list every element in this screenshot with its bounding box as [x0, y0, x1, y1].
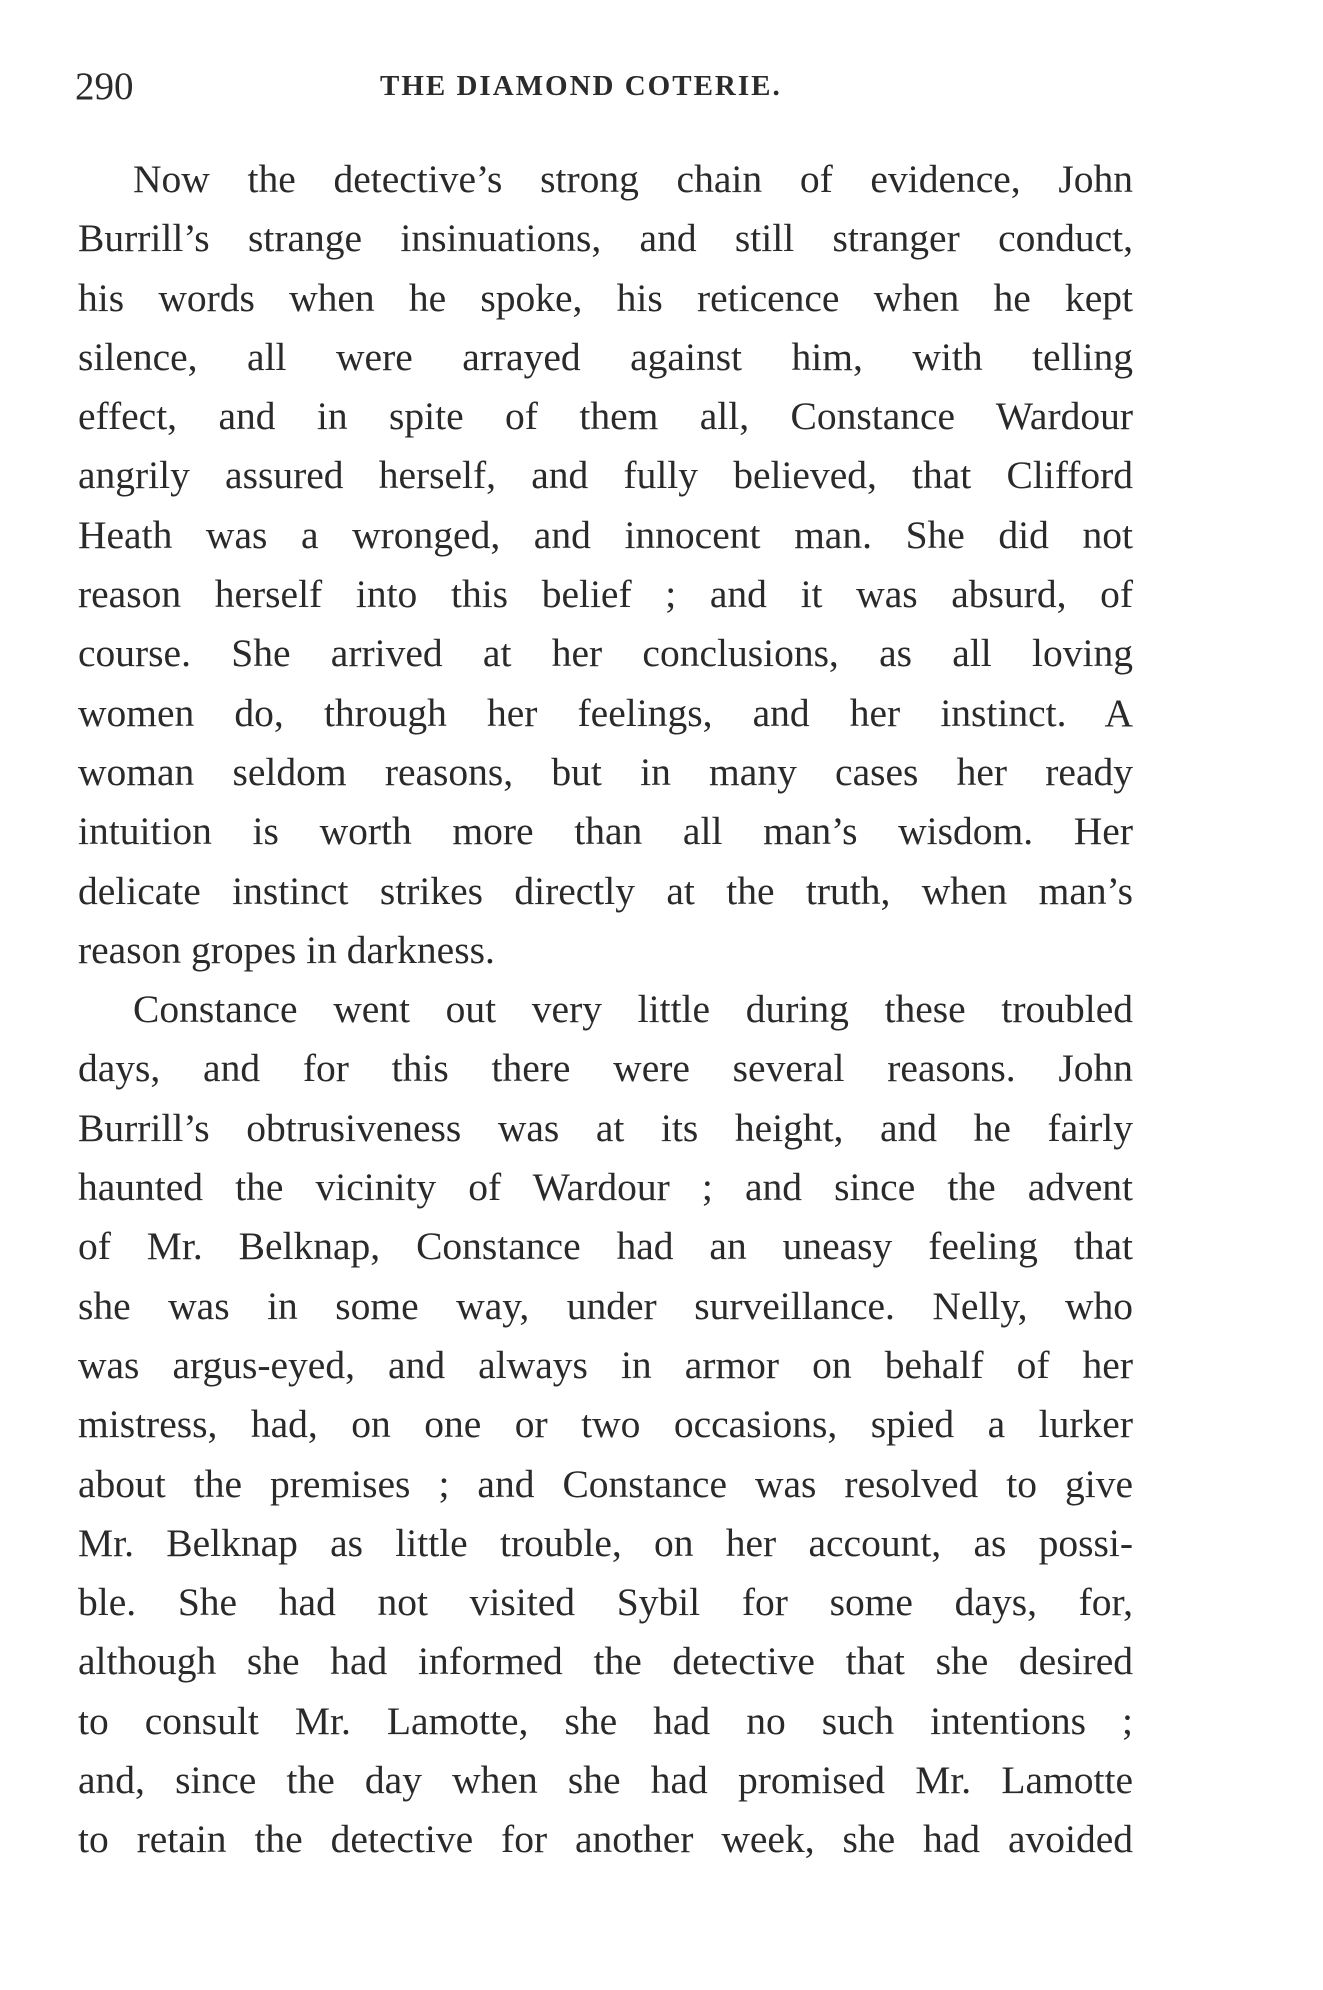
paragraph	[78, 150, 1133, 980]
text-line: to consult Mr. Lamotte, she had no such intentions ;	[78, 1698, 1133, 1743]
text-line: course. She arrived at her conclusions, as all loving	[78, 631, 1133, 676]
text-line: Heath was a wronged, and innocent man. She did not	[78, 512, 1133, 557]
text-line: silence, all were arrayed against him, with telling	[78, 334, 1133, 379]
text-line: although she had informed the detective that she desired	[78, 1639, 1133, 1684]
text-line: and, since the day when she had promised Mr. Lamotte	[78, 1758, 1133, 1803]
page-number: 290	[75, 65, 134, 108]
text-line: Burrill’s strange insinuations, and still stranger conduct,	[78, 216, 1133, 261]
text-line: Mr. Belknap as little trouble, on her account, as possi-	[78, 1520, 1133, 1565]
text-line: Now the detective’s strong chain of evidence, John	[133, 157, 1133, 201]
text-line: angrily assured herself, and fully believed, that Clifford	[78, 453, 1133, 498]
text-line: his words when he spoke, his reticence when he kept	[78, 275, 1133, 320]
text-line: of Mr. Belknap, Constance had an uneasy feeling that	[78, 1224, 1133, 1269]
text-line: she was in some way, under surveillance. Nelly, who	[78, 1283, 1133, 1328]
text-line: reason herself into this belief ; and it was absurd, of	[78, 572, 1133, 617]
text-line: women do, through her feelings, and her instinct. A	[78, 690, 1133, 735]
running-head	[75, 64, 1125, 114]
running-title: THE DIAMOND COTERIE.	[380, 70, 782, 102]
text-line: days, and for this there were several reasons. John	[78, 1046, 1133, 1091]
text-line: mistress, had, on one or two occasions, spied a lurker	[78, 1402, 1133, 1447]
paragraph	[78, 980, 1133, 1869]
text-line: effect, and in spite of them all, Constance Wardour	[78, 394, 1133, 439]
text-line: about the premises ; and Constance was resolved to give	[78, 1461, 1133, 1506]
text-line: Burrill’s obtrusiveness was at its height, and he fairly	[78, 1105, 1133, 1150]
text-line: delicate instinct strikes directly at the truth, when man’s	[78, 868, 1133, 913]
text-line: to retain the detective for another week, she had avoided	[78, 1817, 1133, 1862]
text-line: ble. She had not visited Sybil for some days, for,	[78, 1580, 1133, 1625]
text-line: woman seldom reasons, but in many cases her ready	[78, 749, 1133, 794]
body-text	[78, 150, 1133, 1870]
text-line: reason gropes in darkness.	[78, 927, 495, 972]
text-line: was argus-eyed, and always in armor on behalf of her	[78, 1342, 1133, 1387]
text-line: haunted the vicinity of Wardour ; and since the advent	[78, 1165, 1133, 1210]
text-line: intuition is worth more than all man’s wisdom. Her	[78, 809, 1133, 854]
text-line: Constance went out very little during these troubled	[133, 987, 1133, 1032]
